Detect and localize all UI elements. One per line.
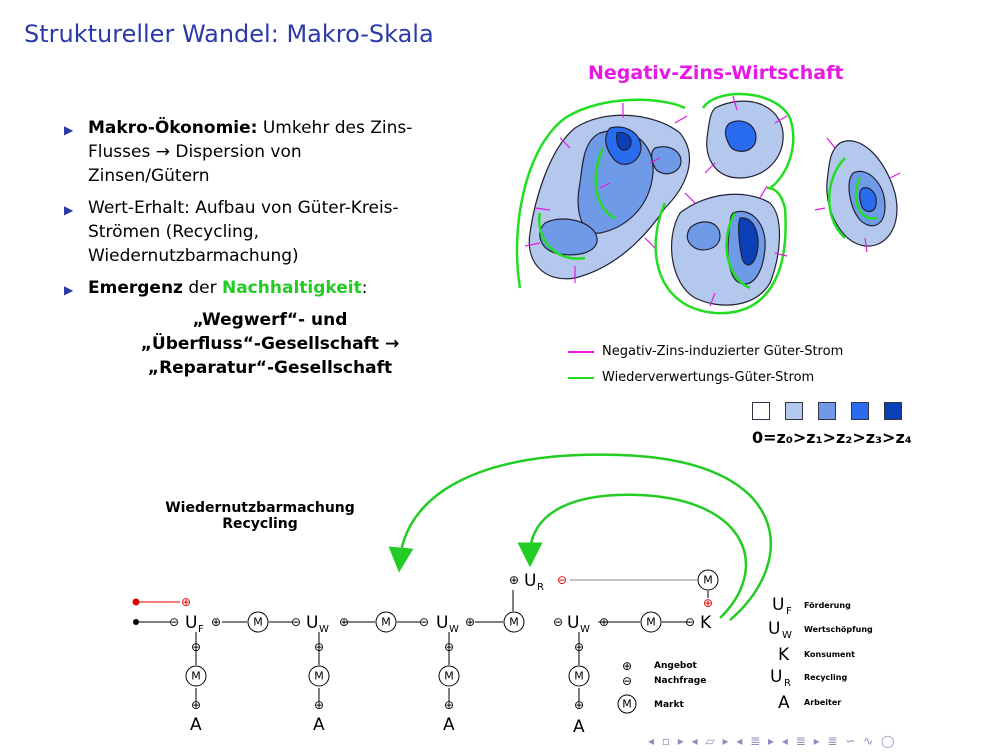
key-label: Arbeiter	[804, 698, 842, 707]
bullet-tail: :	[361, 278, 368, 298]
svg-text:⊖: ⊖	[573, 640, 585, 654]
bullet-item	[60, 116, 420, 188]
key-symbol: U	[772, 595, 785, 615]
key-label: Wertschöpfung	[804, 625, 873, 634]
node-label: M	[444, 669, 454, 683]
quote-line: „Reparatur“-Gesellschaft	[147, 358, 393, 378]
svg-text:⊖: ⊖	[168, 615, 180, 629]
node-label: M	[703, 573, 713, 587]
legend-swatch	[568, 377, 594, 379]
node-label: M	[622, 697, 632, 711]
legend-label: Wiederverwertungs-Güter-Strom	[602, 370, 815, 385]
svg-text:⊕: ⊕	[313, 698, 325, 712]
label-line: Wiedernutzbarmachung	[165, 500, 355, 516]
node-label: M	[253, 615, 263, 629]
legend-item	[568, 344, 843, 359]
svg-text:⊕: ⊕	[210, 615, 222, 629]
node-label: M	[314, 669, 324, 683]
key-sub: R	[784, 678, 791, 689]
key-sub: W	[782, 630, 792, 641]
node-label: K	[700, 613, 712, 633]
svg-text:F: F	[198, 624, 204, 635]
legend-swatch	[568, 351, 594, 353]
contour-region	[687, 222, 720, 250]
node-label: A	[190, 715, 202, 735]
node-label: U	[306, 613, 319, 633]
svg-text:⊕: ⊕	[190, 698, 202, 712]
node-label: M	[646, 615, 656, 629]
key-symbol: A	[778, 693, 790, 713]
svg-text:⊖: ⊖	[313, 640, 325, 654]
slide-navigation[interactable]: ◂ ▫ ▸ ◂ ▱ ▸ ◂ ≣ ▸ ◂ ≣ ▸ ≣ ∽ ∿ ◯	[648, 734, 897, 748]
key-symbol: K	[778, 645, 790, 665]
svg-text:⊖: ⊖	[190, 640, 202, 654]
key-label: Recycling	[804, 673, 848, 682]
key-symbol: ⊖	[621, 674, 633, 688]
level-swatch	[884, 402, 902, 420]
slide-title: Struktureller Wandel: Makro-Skala	[24, 20, 434, 48]
level-swatch	[785, 402, 803, 420]
svg-text:⊕: ⊕	[464, 615, 476, 629]
node-label: M	[574, 669, 584, 683]
node-label: U	[436, 613, 449, 633]
level-swatch	[818, 402, 836, 420]
flow-diagram	[0, 440, 1008, 740]
map-title: Negativ-Zins-Wirtschaft	[588, 62, 844, 84]
svg-text:⊕: ⊕	[702, 596, 714, 610]
node-label: U	[185, 613, 198, 633]
svg-text:⊕: ⊕	[180, 595, 192, 609]
bullet-text: Wert-Erhalt: Aufbau von Güter-Kreis-Strömen (Recycling, Wiedernutzbarmachung)	[88, 198, 399, 266]
level-label: 0=z₀>z₁>z₂>z₃>z₄	[752, 428, 912, 447]
node-label: A	[313, 715, 325, 735]
key-label: Nachfrage	[654, 676, 707, 686]
key-symbol: U	[770, 667, 783, 687]
label-line: Recycling	[222, 516, 298, 532]
svg-text:W: W	[319, 624, 329, 635]
node-label: U	[567, 613, 580, 633]
bullet-bold: Emergenz	[88, 278, 183, 298]
bullet-marker-icon: ▶	[64, 203, 74, 217]
legend-label: Negativ-Zins-induzierter Güter-Strom	[602, 344, 844, 359]
node-label: A	[443, 715, 455, 735]
key-label: Förderung	[804, 601, 851, 610]
svg-text:⊖: ⊖	[290, 615, 302, 629]
key-symbol: ⊕	[621, 659, 633, 673]
bullet-bold: Makro-Ökonomie:	[88, 118, 258, 138]
node-label: M	[381, 615, 391, 629]
svg-text:⊕: ⊕	[508, 573, 520, 587]
level-swatches	[752, 402, 917, 424]
quote-line: „Überfluss“-Gesellschaft →	[140, 334, 400, 354]
quote-line: „Wegwerf“- und	[192, 310, 348, 330]
svg-text:⊕: ⊕	[338, 615, 350, 629]
svg-text:⊖: ⊖	[418, 615, 430, 629]
node-label: M	[509, 615, 519, 629]
svg-text:⊕: ⊕	[443, 698, 455, 712]
key-label: Markt	[654, 700, 684, 710]
svg-text:W: W	[580, 624, 590, 635]
contour-map	[505, 88, 925, 318]
key-label: Angebot	[654, 661, 697, 671]
contour-region	[725, 121, 756, 151]
node-label: A	[573, 717, 585, 737]
bullet-text: Umkehr des Zins-Flusses → Dispersion von Zinsen/Gütern	[88, 118, 413, 186]
key-symbol: U	[768, 619, 781, 639]
level-swatch	[752, 402, 770, 420]
key-sub: F	[786, 606, 792, 617]
node-label: M	[191, 669, 201, 683]
node-label: U	[524, 571, 537, 591]
svg-text:⊕: ⊕	[573, 698, 585, 712]
svg-text:⊖: ⊖	[552, 615, 564, 629]
bullet-marker-icon: ▶	[64, 123, 74, 137]
recycling-arrow	[530, 495, 746, 618]
legend-item	[568, 370, 814, 385]
level-swatch	[851, 402, 869, 420]
svg-text:W: W	[449, 624, 459, 635]
bullet-list	[60, 116, 420, 380]
svg-text:⊖: ⊖	[684, 615, 696, 629]
bullet-highlight: Nachhaltigkeit	[221, 278, 362, 298]
bullet-item	[60, 196, 420, 268]
key-label: Konsument	[804, 650, 855, 659]
quote-block	[60, 308, 420, 380]
svg-text:⊕: ⊕	[598, 615, 610, 629]
bullet-item	[60, 276, 420, 300]
bullet-marker-icon: ▶	[64, 283, 74, 297]
svg-text:⊖: ⊖	[443, 640, 455, 654]
svg-text:⊖: ⊖	[556, 573, 568, 587]
svg-text:R: R	[537, 582, 544, 593]
recycling-arrow	[400, 455, 771, 620]
bullet-text: der	[182, 278, 222, 298]
